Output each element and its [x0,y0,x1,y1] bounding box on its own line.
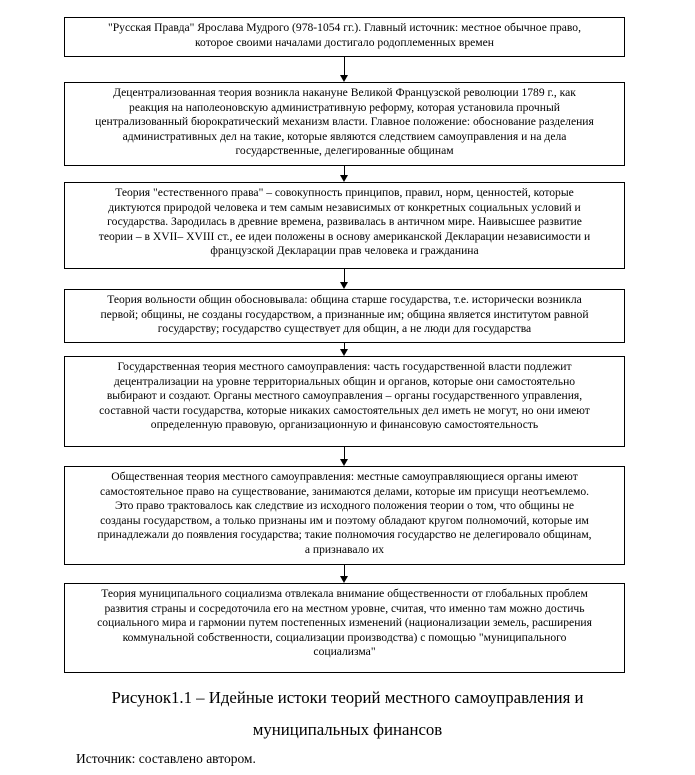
diagram-box-free-community-theory [64,289,625,343]
box-line: Теория "естественного права" – совокупность принципов, правил, норм, ценностей, которые [115,186,574,199]
diagram-box-decentralized-theory [64,82,625,166]
connector-line [344,269,345,282]
box-line: децентрализации на уровне территориальных общин и органов, которые они самостоятельно [113,374,576,388]
box-line: Общественная теория местного самоуправления: местные самоуправляющиеся органы имеют [111,470,578,483]
box-line: определенную правовую, организационную и финансовую самостоятельность [150,418,539,432]
connector-line [344,57,345,75]
box-line: Государственная теория местного самоуправления: часть государственной власти подлежит [117,360,572,373]
box-line: диктуются природой человека и тем самым независимых от конкретных социальных условий и [108,200,581,214]
box-line: созданы государством, а только признаны им и поэтому обладают кругом полномочий, которые им [100,513,589,527]
connector-line [344,166,345,175]
box-line: теории – в XVII– XVIII ст., ее идеи положены в основу американской Декларации независимости и [98,229,591,243]
arrow-down-icon [340,75,348,82]
box-line: Теория вольности общин обосновывала: община старше государства, т.е. исторически возникла [107,293,582,306]
figure-caption [40,682,655,746]
box-line: реакция на наполеоновскую административную реформу, которая установила прочный [129,100,560,114]
box-line: а признавало их [304,542,385,556]
box-line: централизованный бюрократический механизм власти. Главное положение: обоснование разделения [95,115,594,129]
box-line: государства. Зародилась в древние времена, развивалась в античном мире. Наивысшее развитие [107,215,582,229]
box-line: развития страны и сосредоточила его на местном уровне, считая, что именно там можно достичь [104,601,585,615]
box-line: государственные, делегированные общинам [235,144,454,158]
connector-line [344,447,345,459]
connector-line [344,565,345,576]
box-line: первой; общины, не созданы государством, а признанные им; община является институтом равной [100,307,589,321]
diagram-box-russkaya-pravda [64,17,625,57]
box-line: которое своими началами достигало родоплеменных времен [195,35,494,49]
arrow-down-icon [340,282,348,289]
box-line: составной части государства, которые никаких самостоятельных дел иметь не могут, но они имеют [99,403,590,417]
box-line: социального мира и гармонии путем постепенных изменений (национализации земель, расширения [97,616,592,630]
diagram-box-public-theory [64,466,625,565]
arrow-down-icon [340,175,348,182]
box-line: французской Декларации прав человека и гражданина [210,244,479,258]
box-line: принадлежали до появления государства; такие полномочия государство не делегировало общинам, [97,528,592,542]
box-line: выбирают и создают. Органы местного самоуправления – органы государственного управления, [106,389,583,403]
box-line: Это право трактовалось как следствие из исходного положения теории о том, что общины не [115,499,574,513]
arrow-down-icon [340,576,348,583]
box-line: самостоятельное право на существование, занимаются делами, которые им присущи неотъемлемо. [99,484,590,498]
box-line: государству; государство существует для общин, а не люди для государства [157,322,532,336]
diagram-box-municipal-socialism [64,583,625,673]
box-line: Теория муниципального социализма отвлекала внимание общественности от глобальных проблем [101,587,588,600]
figure-caption-line: муниципальных финансов [252,720,443,739]
box-line: коммунальной собственности, социализации производства) с помощью "муниципального [122,630,567,644]
box-line: социализма" [313,645,376,659]
arrow-down-icon [340,349,348,356]
box-line: Децентрализованная теория возникла накануне Великой Французской революции 1789 г., как [113,86,576,99]
source-note: Источник: составлено автором. [76,751,256,766]
diagram-box-natural-law-theory [64,182,625,269]
box-line: "Русская Правда" Ярослава Мудрого (978-1054 гг.). Главный источник: местное обычное право, [107,21,582,34]
figure-caption-line: Рисунок1.1 – Идейные истоки теорий местного самоуправления и [111,688,584,707]
diagram-box-state-theory [64,356,625,447]
box-line: административных дел на такие, которые являются следствием самоуправления и на дела [122,129,567,143]
arrow-down-icon [340,459,348,466]
